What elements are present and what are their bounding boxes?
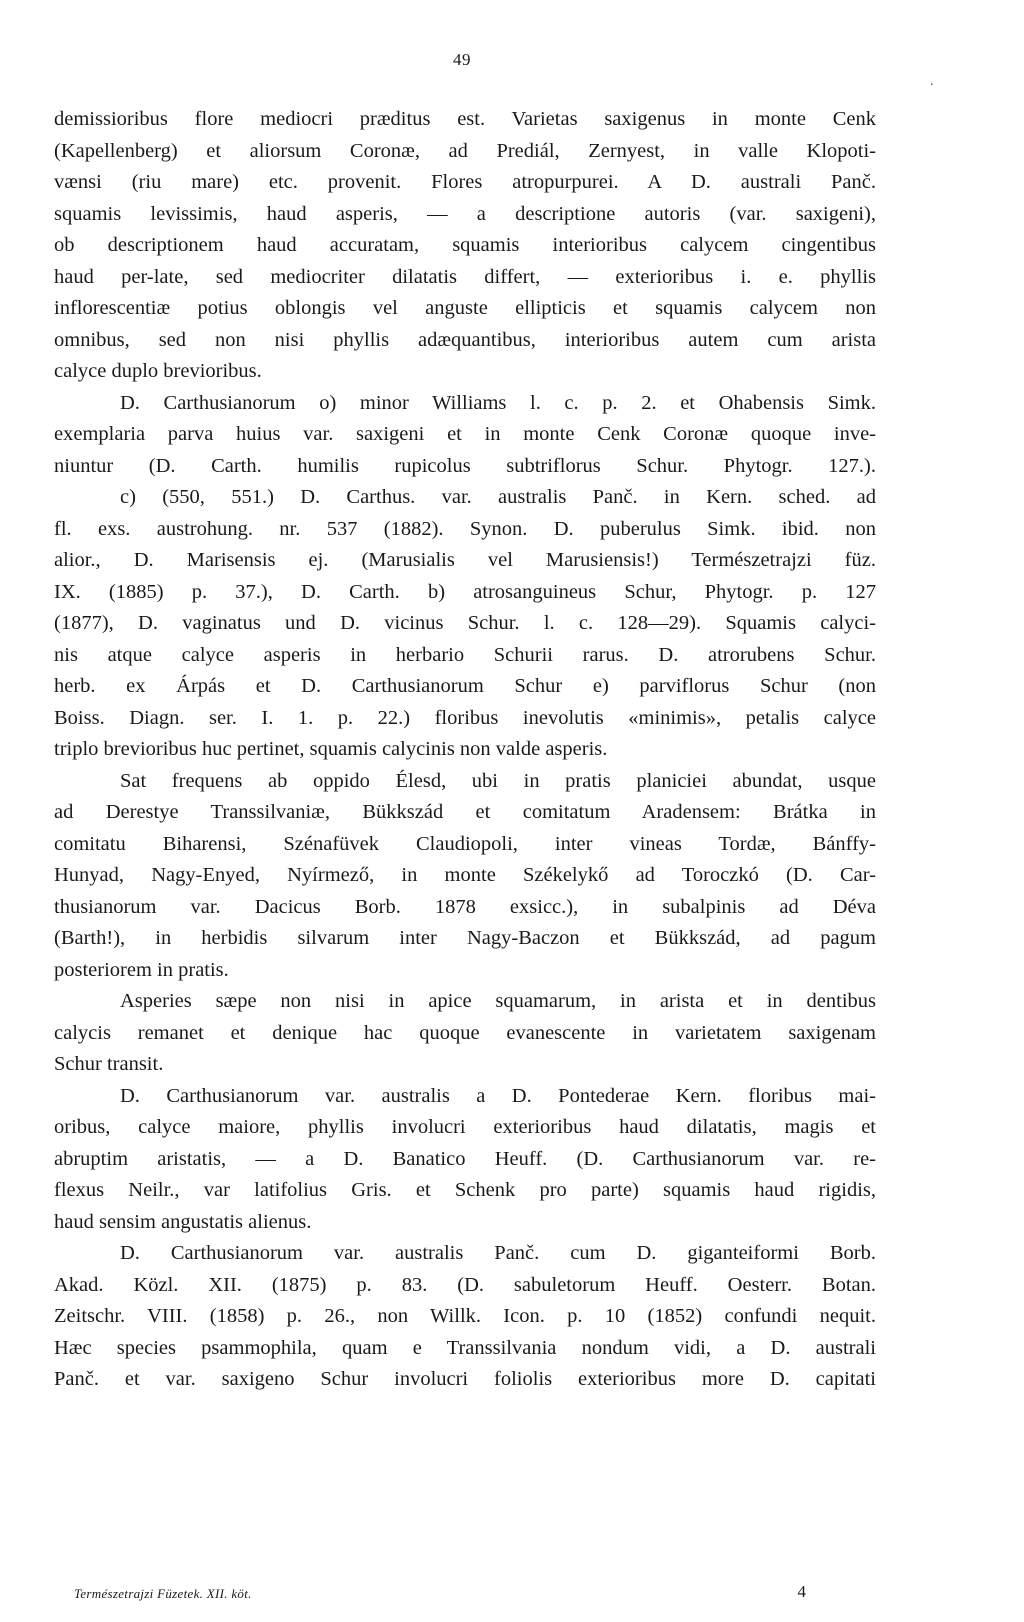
text-line: niuntur (D. Carth. humilis rupicolus subtriflorus Schur. Phytogr. 127.). (54, 454, 876, 477)
text-line: calycis remanet et denique hac quoque evanescente in varietatem saxigenam (54, 1021, 876, 1044)
text-line: Panč. et var. saxigeno Schur involucri foliolis exterioribus more D. capitati (54, 1368, 876, 1390)
text-line: ob descriptionem haud accuratam, squamis interioribus calycem cingentibus (54, 234, 876, 256)
text-line: haud per-late, sed mediocriter dilatatis differt, — exterioribus i. e. phyllis (54, 265, 876, 288)
text-line: haud sensim angustatis alienus. (54, 1210, 312, 1233)
text-line: herb. ex Árpás et D. Carthusianorum Schur e) parviflorus Schur (non (54, 675, 876, 697)
corner-mark: . (930, 74, 934, 89)
journal-reference: Természetrajzi Füzetek. XII. köt. (74, 1586, 252, 1601)
text-line: Boiss. Diagn. ser. I. 1. p. 22.) floribus inevolutis «minimis», petalis calyce (54, 706, 876, 729)
text-line: squamis levissimis, haud asperis, — a descriptione autoris (var. saxigeni), (54, 202, 876, 225)
text-line: comitatu Biharensi, Szénafüvek Claudiopoli, inter vineas Tordæ, Bánffy- (54, 832, 876, 855)
main-text-column (54, 104, 876, 1396)
text-line: Hunyad, Nagy-Enyed, Nyírmező, in monte Székelykő ad Toroczkó (D. Car- (54, 864, 876, 886)
text-line: Sat frequens ab oppido Élesd, ubi in pratis planiciei abundat, usque (120, 769, 876, 792)
text-line: thusianorum var. Dacicus Borb. 1878 exsicc.), in subalpinis ad Déva (54, 895, 876, 918)
text-line: ad Derestye Transsilvaniæ, Bükkszád et comitatum Aradensem: Brátka in (54, 801, 876, 823)
signature-mark: 4 (797, 1582, 806, 1601)
text-line: abruptim aristatis, — a D. Banatico Heuff. (D. Carthusianorum var. re- (54, 1147, 876, 1170)
text-line: IX. (1885) p. 37.), D. Carth. b) atrosanguineus Schur, Phytogr. p. 127 (54, 580, 876, 603)
text-line: fl. exs. austrohung. nr. 537 (1882). Synon. D. puberulus Simk. ibid. non (54, 517, 876, 540)
text-line: Zeitschr. VIII. (1858) p. 26., non Willk. Icon. p. 10 (1852) confundi nequit. (54, 1305, 876, 1327)
text-line: flexus Neilr., var latifolius Gris. et Schenk pro parte) squamis haud rigidis, (54, 1179, 876, 1201)
text-line: Akad. Közl. XII. (1875) p. 83. (D. sabuletorum Heuff. Oesterr. Botan. (54, 1273, 876, 1296)
text-line: exemplaria parva huius var. saxigeni et in monte Cenk Coronæ quoque inve- (54, 423, 876, 445)
text-line: Asperies sæpe non nisi in apice squamarum, in arista et in dentibus (120, 990, 876, 1012)
text-line: nis atque calyce asperis in herbario Schurii rarus. D. atrorubens Schur. (54, 643, 876, 666)
text-line: calyce duplo brevioribus. (54, 360, 262, 382)
text-line: c) (550, 551.) D. Carthus. var. australis Panč. in Kern. sched. ad (120, 486, 876, 508)
text-line: (1877), D. vaginatus und D. vicinus Schur. l. c. 128—29). Squamis calyci- (54, 612, 876, 634)
page-footer (54, 1582, 876, 1608)
text-line: Hæc species psammophila, quam e Transsilvania nondum vidi, a D. australi (54, 1336, 876, 1359)
text-line: (Barth!), in herbidis silvarum inter Nagy-Baczon et Bükkszád, ad pagum (54, 927, 876, 949)
text-line: oribus, calyce maiore, phyllis involucri exterioribus haud dilatatis, magis et (54, 1116, 876, 1138)
text-line: triplo brevioribus huc pertinet, squamis calycinis non valde asperis. (54, 738, 608, 760)
text-line: omnibus, sed non nisi phyllis adæquantibus, interioribus autem cum arista (54, 328, 876, 351)
text-line: Schur transit. (54, 1053, 164, 1075)
text-line: posteriorem in pratis. (54, 958, 229, 981)
text-line: vænsi (riu mare) etc. provenit. Flores atropurpurei. A D. australi Panč. (54, 171, 876, 193)
page-number: 49 (453, 50, 471, 69)
text-line: demissioribus flore mediocri præditus est. Varietas saxigenus in monte Cenk (54, 108, 876, 130)
text-line: D. Carthusianorum var. australis Panč. cum D. giganteiformi Borb. (120, 1242, 876, 1264)
text-line: D. Carthusianorum var. australis a D. Pontederae Kern. floribus mai- (120, 1084, 876, 1107)
text-line: inflorescentiæ potius oblongis vel anguste ellipticis et squamis calycem non (54, 297, 876, 319)
text-line: alior., D. Marisensis ej. (Marusialis vel Marusiensis!) Természetrajzi füz. (54, 549, 876, 571)
text-line: D. Carthusianorum o) minor Williams l. c. p. 2. et Ohabensis Simk. (120, 391, 876, 414)
text-line: (Kapellenberg) et aliorsum Coronæ, ad Prediál, Zernyest, in valle Klopoti- (54, 139, 876, 162)
